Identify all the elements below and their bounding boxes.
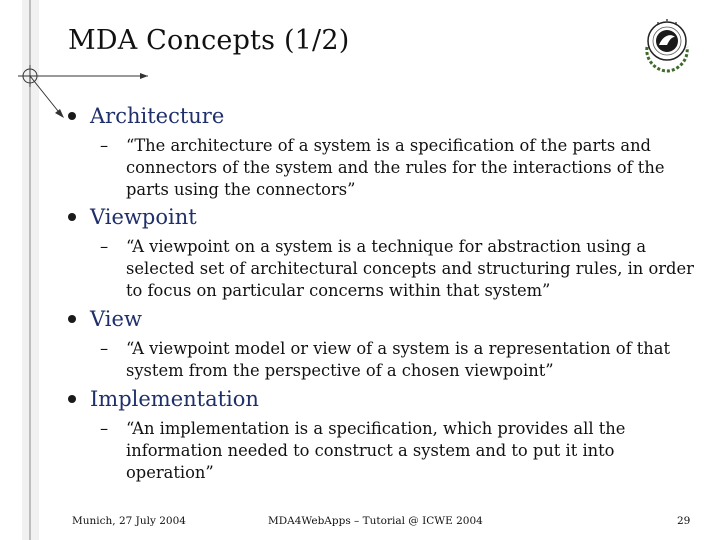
bullet-heading: Architecture: [90, 104, 225, 128]
bullet-dot: [68, 213, 76, 221]
bullet-viewpoint: [68, 205, 197, 229]
sub-item-architecture: [100, 135, 700, 201]
definition-text: “An implementation is a specification, which provides all the information needed to construct a system and to put it into operation”: [126, 419, 626, 482]
dash-marker: –: [100, 136, 109, 155]
bullet-implementation: [68, 387, 259, 411]
dash-marker: –: [100, 339, 109, 358]
definition-text: “A viewpoint model or view of a system is a representation of that system from the perspective of a chosen viewpoint”: [126, 339, 671, 380]
bullet-dot: [68, 395, 76, 403]
bullet-heading: Implementation: [90, 387, 259, 411]
footer-page-number: 29: [677, 515, 691, 527]
dash-marker: –: [100, 419, 109, 438]
footer-event: MDA4WebApps – Tutorial @ ICWE 2004: [268, 515, 483, 527]
slide-title: MDA Concepts (1/2): [68, 25, 350, 56]
bullet-view: [68, 307, 142, 331]
definition-text: “The architecture of a system is a specification of the parts and connectors of the system and the rules for the interactions of the parts using the connectors”: [126, 136, 665, 199]
bullet-heading: View: [90, 307, 142, 331]
sub-item-view: [100, 338, 700, 382]
sub-item-implementation: [100, 418, 700, 484]
dash-marker: –: [100, 237, 109, 256]
footer-date: Munich, 27 July 2004: [72, 515, 186, 527]
bullet-heading: Viewpoint: [90, 205, 197, 229]
bullet-architecture: [68, 104, 224, 128]
bullet-dot: [68, 315, 76, 323]
definition-text: “A viewpoint on a system is a technique for abstraction using a selected set of architectural concepts and structuring rules, in order to focus on particular concerns within that system”: [126, 237, 694, 300]
bullet-dot: [68, 112, 76, 120]
sub-item-viewpoint: [100, 236, 700, 302]
